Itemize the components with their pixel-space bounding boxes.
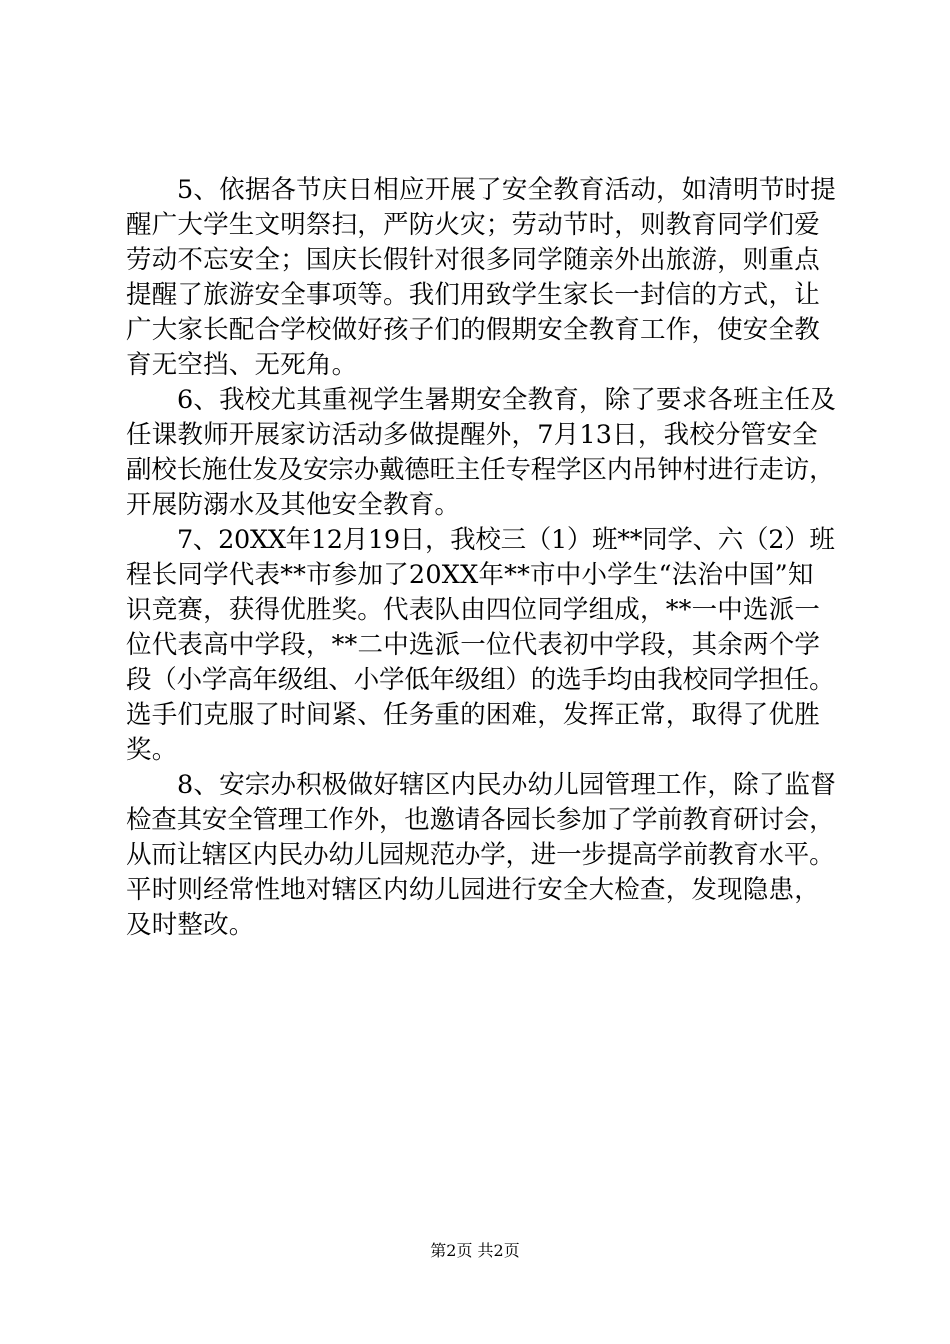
paragraph-line: 任课教师开展家访活动多做提醒外，7月13日，我校分管安全: [126, 420, 818, 450]
paragraph-line: 育无空挡、无死角。: [126, 350, 358, 380]
paragraph-line: 6、我校尤其重视学生暑期安全教育，除了要求各班主任及: [177, 385, 836, 415]
paragraph-8: [126, 768, 836, 943]
paragraph-line: 检查其安全管理工作外，也邀请各园长参加了学前教育研讨会，: [126, 805, 835, 835]
paragraph-7: [126, 523, 836, 768]
document-body: [126, 173, 836, 943]
paragraph-line: 7、20XX年12月19日，我校三（1）班**同学、六（2）班: [177, 525, 835, 555]
paragraph-line: 选手们克服了时间紧、任务重的困难，发挥正常，取得了优胜: [126, 700, 820, 730]
paragraph-line: 从而让辖区内民办幼儿园规范办学，进一步提高学前教育水平。: [126, 840, 835, 870]
paragraph-line: 程长同学代表**市参加了20XX年**市中小学生“法治中国”知: [126, 560, 814, 590]
paragraph-line: 识竞赛，获得优胜奖。代表队由四位同学组成，**一中选派一: [126, 595, 821, 625]
paragraph-line: 位代表高中学段，**二中选派一位代表初中学段，其余两个学: [126, 630, 821, 660]
paragraph-line: 平时则经常性地对辖区内幼儿园进行安全大检查，发现隐患，: [126, 875, 820, 905]
paragraph-line: 劳动不忘安全；国庆长假针对很多同学随亲外出旅游，则重点: [126, 245, 820, 275]
paragraph-line: 奖。: [126, 735, 178, 765]
paragraph-5: [126, 173, 836, 383]
paragraph-line: 提醒了旅游安全事项等。我们用致学生家长一封信的方式，让: [126, 280, 820, 310]
paragraph-line: 醒广大学生文明祭扫，严防火灾；劳动节时，则教育同学们爱: [126, 210, 820, 240]
page-number-footer: 第2页 共2页: [430, 1241, 520, 1260]
paragraph-line: 广大家长配合学校做好孩子们的假期安全教育工作，使安全教: [126, 315, 820, 345]
paragraph-line: 5、依据各节庆日相应开展了安全教育活动，如清明节时提: [177, 175, 836, 205]
paragraph-line: 开展防溺水及其他安全教育。: [126, 490, 461, 520]
paragraph-line: 8、安宗办积极做好辖区内民办幼儿园管理工作，除了监督: [177, 770, 836, 800]
paragraph-line: 及时整改。: [126, 910, 255, 940]
paragraph-6: [126, 383, 836, 523]
paragraph-line: 副校长施仕发及安宗办戴德旺主任专程学区内吊钟村进行走访，: [126, 455, 835, 485]
paragraph-line: 段（小学高年级组、小学低年级组）的选手均由我校同学担任。: [126, 665, 835, 695]
